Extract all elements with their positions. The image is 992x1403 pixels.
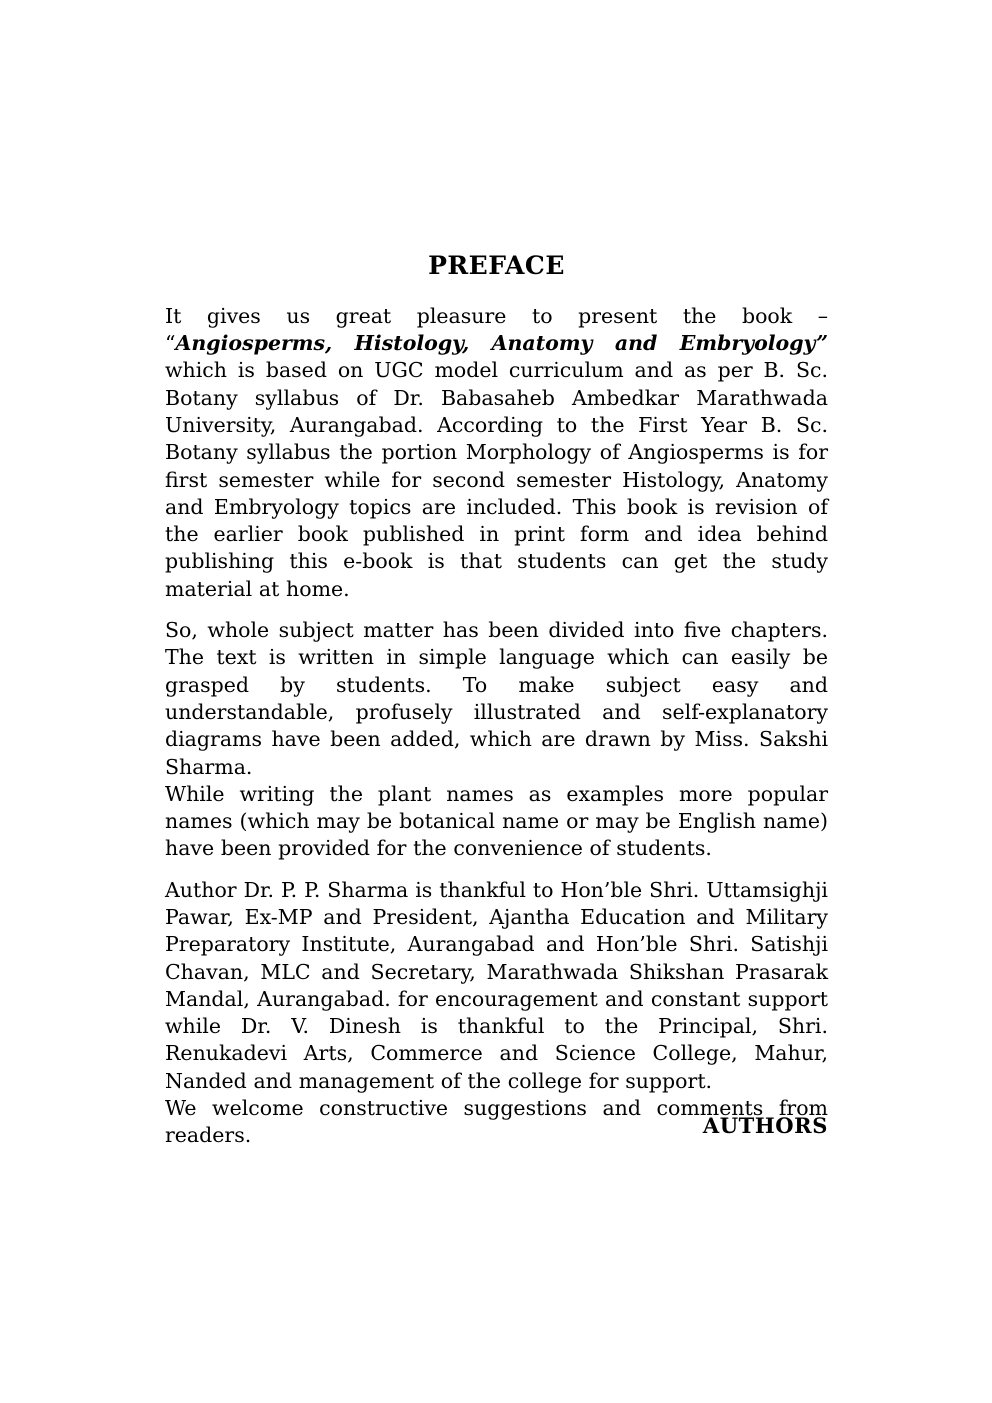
preface-content (165, 252, 828, 1150)
paragraph-intro-lead: It gives us great pleasure to present the book – “ (165, 303, 828, 356)
signature-authors: AUTHORS (702, 1113, 828, 1138)
paragraph-plant-names: While writing the plant names as examples more popular names (which may be botanical name or may be English name) have been provided for the convenience of students. (165, 781, 828, 861)
paragraph-closing: We welcome constructive suggestions and comments from readers. (165, 1096, 828, 1148)
book-title-italic: Angiosperms, Histology, Anatomy and Embryology” (175, 331, 828, 356)
paragraph-intro-tail: which is based on UGC model curriculum and as per B. Sc. Botany syllabus of Dr. Babasaheb Ambedkar Marathwada University, Aurangabad. According to the First Year B. Sc. Botany syllabus the portion Morphology of Angiosperms is for first semester while for second semester Histology, Anatomy and Embryology topics are included. This book is revision of the earlier book published in print form and idea behind publishing this e-book is that students can get the study material at home. (165, 358, 828, 601)
paragraph-intro (165, 303, 828, 603)
paragraph-acknowledgements: Author Dr. P. P. Sharma is thankful to Hon’ble Shri. Uttamsighji Pawar, Ex-MP and President, Ajantha Education and Military Preparatory Institute, Aurangabad and Hon’ble Shri. Satishji Chavan, MLC and Secretary, Marathwada Shikshan Prasarak Mandal, Aurangabad. for encouragement and constant support while Dr. V. Dinesh is thankful to the Principal, Shri. Renukadevi Arts, Commerce and Science College, Mahur, Nanded and management of the college for support. (165, 877, 828, 1093)
page-title: PREFACE (428, 251, 565, 280)
paragraph-chapters: So, whole subject matter has been divided into five chapters. The text is written in simple language which can easily be grasped by students. To make subject easy and understandable, profusely illustrated and self-explanatory diagrams have been added, which are drawn by Miss. Sakshi Sharma. (165, 618, 828, 779)
